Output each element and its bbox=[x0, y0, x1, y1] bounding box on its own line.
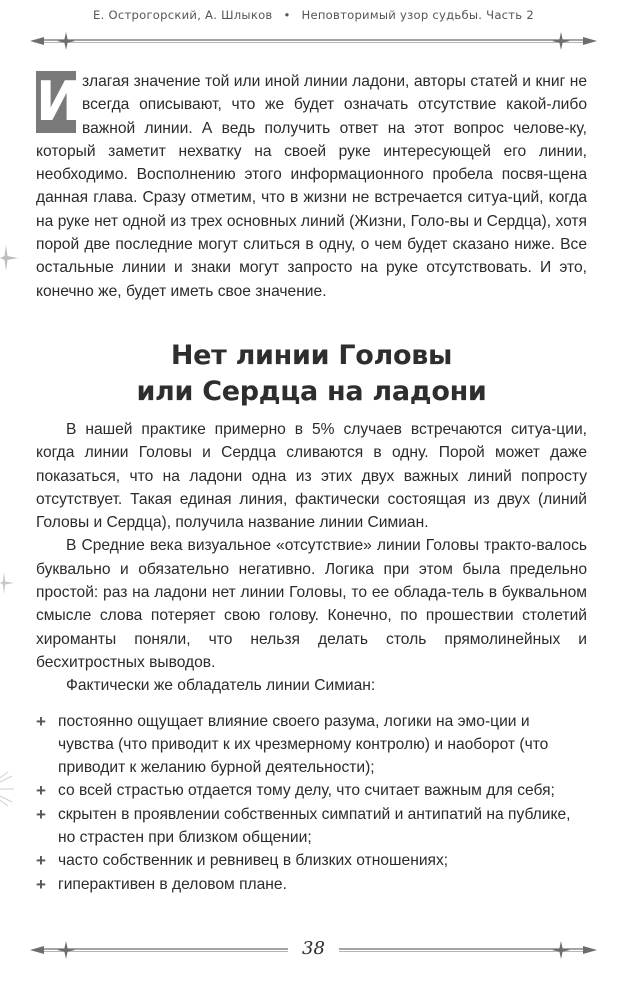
list-item-text: гиперактивен в деловом плане. bbox=[58, 875, 287, 893]
header-book-title: Неповторимый узор судьбы. Часть 2 bbox=[301, 8, 534, 22]
body-paragraph: В нашей практике примерно в 5% случаев встречаются ситуа-ции, когда линии Головы и Сердца сливаются в одну. Порой может даже показаться, что на ладони одна из этих двух важных линий попросту отсутствует. Такая единая линия, фактически состоящая из двух (линий Головы и Сердца), получила название линии Симиан. bbox=[36, 421, 587, 532]
plus-bullet-icon: + bbox=[36, 851, 46, 871]
list-item bbox=[36, 849, 587, 872]
left-margin-sunburst-icon bbox=[0, 772, 16, 806]
section-body bbox=[36, 418, 587, 896]
list-item bbox=[36, 873, 587, 896]
ornament-tip-icon bbox=[30, 37, 44, 45]
intro-text: злагая значение той или иной линии ладони, авторы статей и книг не всегда описывают, что же будет означать отсутствие какой-либо важной линии. А ведь получить ответ на этот вопрос челове-ку, который заметит нехватку на своей руке интересующей его линии, необходимо. Восполнению этого информационного пробела посвя-щена данная глава. Сразу отметим, что в жизни не встречается ситуа-ций, когда на руке нет одной из трех основных линий (Жизни, Голо-вы и Сердца), хотя порой две последние могут слиться в одну, о чем будет сказано ниже. Все остальные линии и знаки могут запросто на руке отсутствовать. И это, конечно же, будет иметь свое значение. bbox=[36, 73, 587, 300]
ornament-tip-icon bbox=[583, 37, 597, 45]
header-separator: • bbox=[283, 8, 291, 22]
four-point-star-icon bbox=[552, 32, 570, 50]
plus-bullet-icon: + bbox=[36, 711, 46, 731]
list-item-text: со всей страстью отдается тому делу, что считает важным для себя; bbox=[58, 782, 555, 800]
left-margin-star-icon bbox=[0, 572, 16, 594]
list-item bbox=[36, 710, 587, 780]
plus-bullet-icon: + bbox=[36, 804, 46, 824]
left-margin-star-icon bbox=[0, 245, 22, 271]
list-item-text: скрытен в проявлении собственных симпатий и антипатий на публике, но страстен при близком общении; bbox=[58, 805, 571, 847]
plus-bullet-icon: + bbox=[36, 781, 46, 801]
drop-cap-letter: И bbox=[36, 70, 82, 133]
header-authors: Е. Острогорский, А. Шлыков bbox=[93, 8, 273, 22]
list-item bbox=[36, 803, 587, 850]
plus-bullet-icon: + bbox=[36, 874, 46, 894]
running-header bbox=[30, 8, 597, 22]
page-number: 38 bbox=[302, 938, 325, 959]
top-ornament-rule bbox=[0, 28, 627, 52]
body-paragraph: Фактически же обладатель линии Симиан: bbox=[66, 677, 376, 695]
four-point-star-icon bbox=[57, 32, 75, 50]
intro-paragraph bbox=[36, 70, 587, 303]
list-item-text: постоянно ощущает влияние своего разума, логики на эмо-ции и чувства (что приводит к их чрезмерному контролю) и наоборот (что приводит к желанию бурной деятельности); bbox=[58, 712, 549, 777]
list-item-text: часто собственник и ревнивец в близких отношениях; bbox=[58, 852, 449, 870]
section-heading-line-1: Нет линии Головы bbox=[170, 340, 453, 371]
section-heading-line-2: или Сердца на ладони bbox=[136, 376, 487, 407]
body-paragraph: В Средние века визуальное «отсутствие» линии Головы тракто-валось буквально и обязательно негативно. Логика при этом была предельно простой: раз на ладони нет линии Головы, то ее облада-тель в буквальном смысле слова потеряет свою голову. Конечно, по прошествии столетий хироманты поняли, что нельзя делать столь прямолинейных и бесхитростных выводов. bbox=[36, 537, 587, 671]
traits-list bbox=[36, 710, 587, 896]
list-item bbox=[36, 779, 587, 802]
section-heading bbox=[36, 338, 587, 410]
